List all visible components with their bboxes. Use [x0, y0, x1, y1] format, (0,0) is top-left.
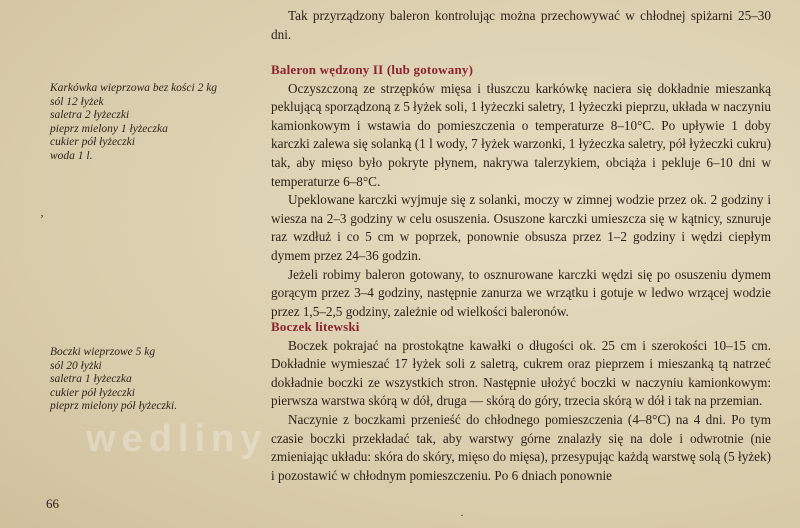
ingredient-item: woda 1 l.	[50, 149, 93, 162]
section-boczek	[271, 318, 771, 485]
paragraph: Oczyszczoną ze strzępków mięsa i tłuszczu karkówkę naciera się dokładnie mieszanką peklującą sporządzoną z 5 łyżek soli, 1 łyżeczki saletry, 1 łyżeczki pieprzu, układa w naczyniu kamionkowym i wstawia do pomieszczenia o temperaturze 8–10°C. Po upływie 1 doby karczki zalewa się solanką (1 l wody, 7 łyżek warzonki, 1 łyżeczka saletry, pół łyżeczki cukru) tak, aby mięso było pokryte płynem, nakrywa talerzykiem, obciąża i pekluje 6–10 dni w temperaturze 6–8°C.	[271, 80, 771, 189]
top-paragraph-block	[271, 7, 771, 44]
ingredients-list-baleron	[50, 82, 250, 163]
section-heading: Baleron wędzony II (lub gotowany)	[271, 62, 474, 77]
watermark: wedliny	[86, 418, 268, 460]
paragraph: Boczek pokrajać na prostokątne kawałki o długości ok. 25 cm i szerokości 10–15 cm. Dokładnie wymieszać 17 łyżek soli z saletrą, cukrem oraz pieprzem i mieszanką tą natrzeć dokładnie boczki ze wszystkich stron. Następnie ułożyć boczki w naczyniu kamionkowym: pierwsza warstwa skórą w dół, druga — skórą do góry, trzecia skórą w dół i tak na przemian.	[271, 337, 771, 409]
ingredient-item: sól 20 łyżki	[50, 359, 102, 372]
ingredient-item: saletra 2 łyżeczki	[50, 109, 130, 121]
paragraph: Upeklowane karczki wyjmuje się z solanki, moczy w zimnej wodzie przez ok. 2 godziny i wiesza na 2–3 godziny w celu osuszenia. Osuszone karczki umieszcza się w kątnicy, sznuruje raz wzdłuż i co 5 cm w poprzek, ponownie obsusza przez 1–2 godziny i wędzi ciepłym dymem przez 24–36 godzin.	[271, 192, 771, 263]
ingredient-item: cukier pół łyżeczki	[50, 136, 135, 148]
ingredient-item: pieprz mielony pół łyżeczki.	[50, 400, 178, 412]
section-heading: Boczek litewski	[271, 319, 360, 334]
page-number: 66	[46, 496, 59, 511]
ingredient-item: sól 12 łyżek	[50, 95, 104, 108]
top-paragraph: Tak przyrządzony baleron kontrolując można przechowywać w chłodnej spiżarni 25–30 dni.	[271, 8, 771, 42]
ingredient-item: pieprz mielony 1 łyżeczka	[50, 122, 168, 135]
pen-mark-icon: ·	[460, 508, 464, 522]
ingredients-list-boczek	[50, 346, 250, 414]
ingredient-item: Karkówka wieprzowa bez kości 2 kg	[50, 82, 218, 94]
section-baleron	[271, 61, 771, 321]
paragraph: Jeżeli robimy baleron gotowany, to osznurowane karczki wędzi się po osuszeniu dymem gorącym przez 3–4 godziny, następnie zanurza we wrzątku i gotuje w ledwo wrzącej wodzie przez 1,5–2,5 godziny, zależnie od wielkości baleronów.	[271, 266, 771, 319]
ingredient-item: saletra 1 łyżeczka	[50, 373, 132, 385]
pen-mark-icon: ʼ	[40, 212, 44, 226]
paragraph: Naczynie z boczkami przenieść do chłodnego pomieszczenia (4–8°C) na 4 dni. Po tym czasie boczki przekładać tak, aby warstwy górne znalazły się na dole i odwrotnie (nie zmieniając układu: skóra do skóry, mięso do mięsa), przesypując każdą warstwę solą (5 łyżek) i pozostawić w chłodnym pomieszczeniu. Po 6 dniach ponownie	[271, 411, 771, 483]
ingredient-item: Boczki wieprzowe 5 kg	[50, 346, 156, 358]
ingredient-item: cukier pół łyżeczki	[50, 386, 135, 399]
